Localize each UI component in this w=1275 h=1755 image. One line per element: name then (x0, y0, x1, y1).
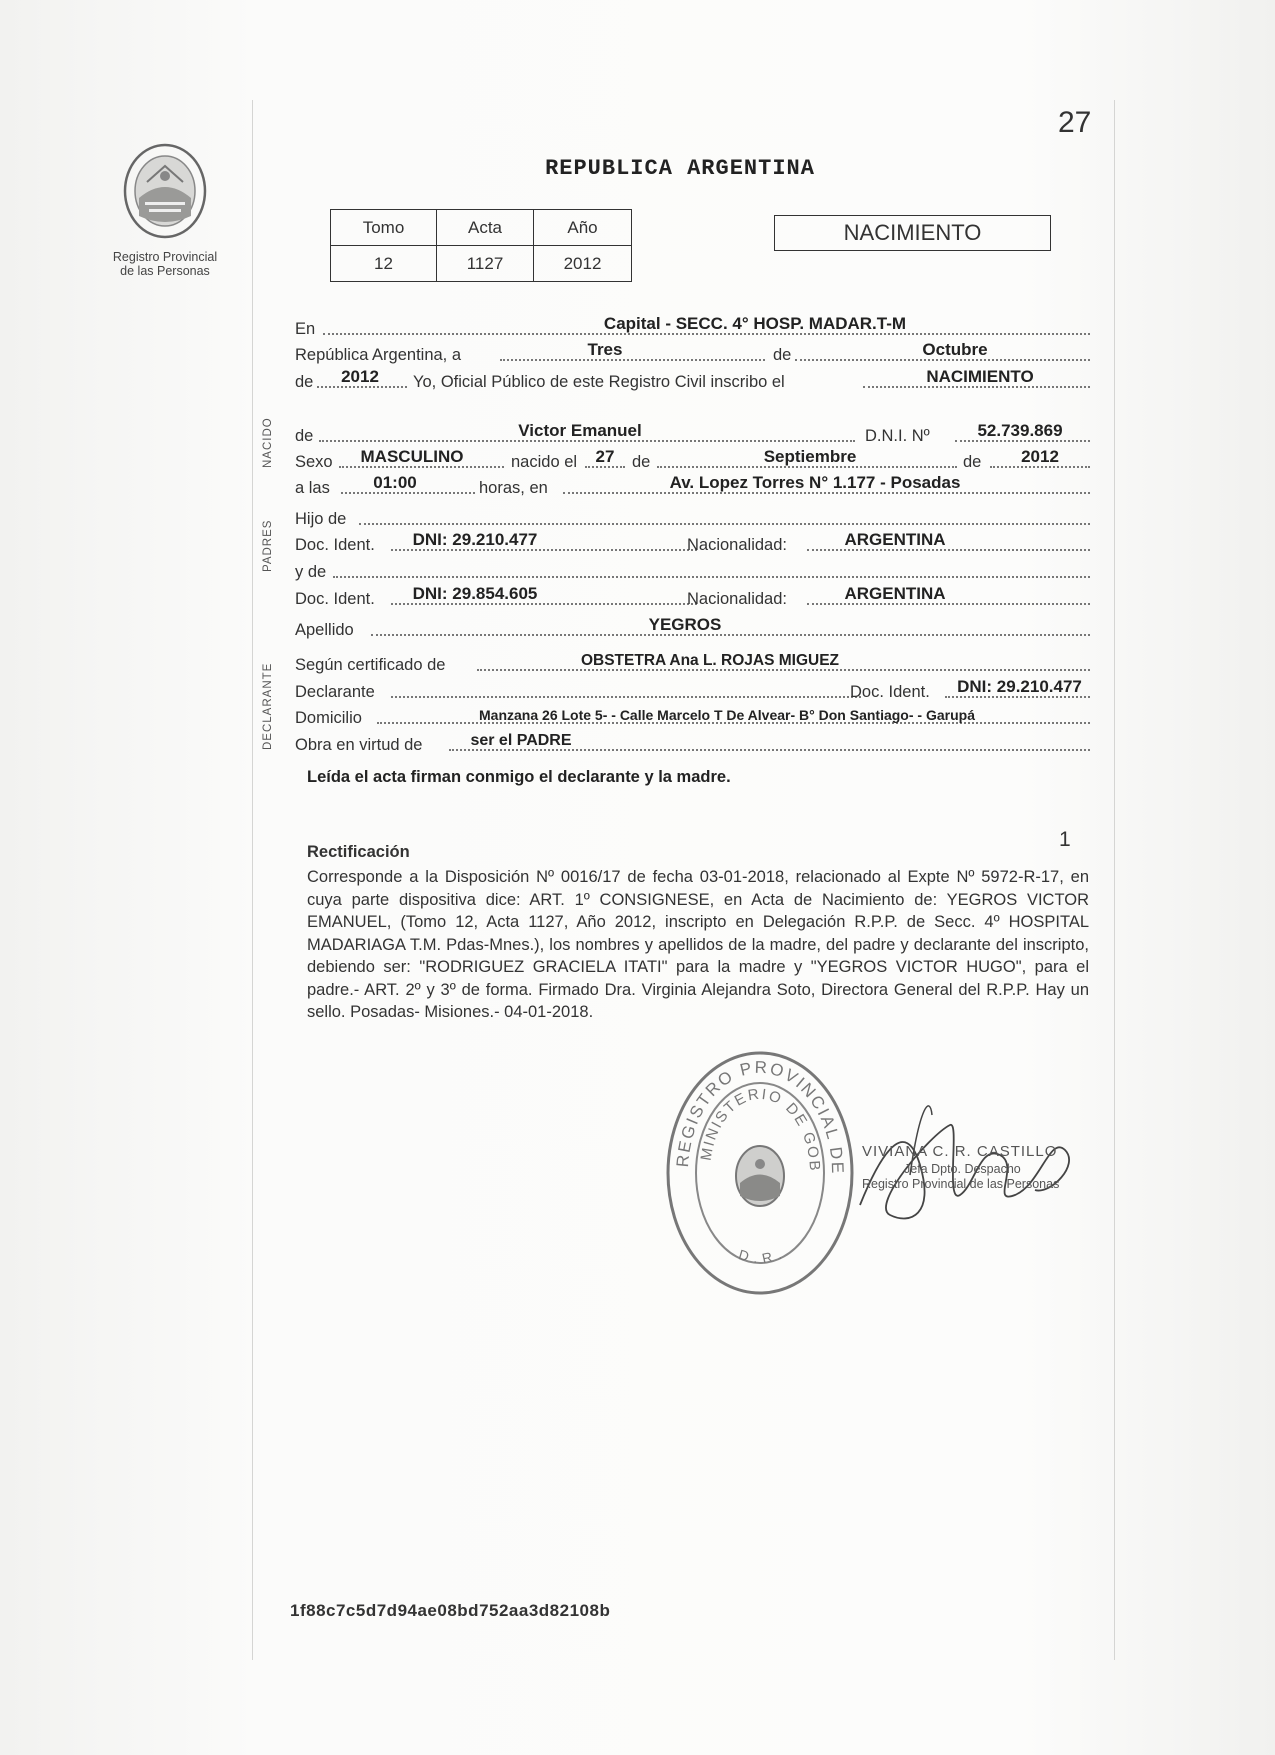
row-declarante (295, 678, 1095, 702)
header-anio: Año (534, 210, 632, 246)
value-dni: 52.739.869 (977, 421, 1063, 440)
value-obra: ser el PADRE (470, 732, 572, 749)
label-certificado: Según certificado de (295, 656, 446, 674)
row-domicilio (295, 704, 1095, 728)
rectificacion-number: 1 (1059, 828, 1071, 851)
side-label-nacido: NACIDO (262, 417, 274, 468)
label-de-name: de (295, 427, 314, 445)
value-year: 2012 (341, 367, 379, 386)
value-mother-nat: ARGENTINA (844, 584, 946, 603)
value-mother-doc: DNI: 29.854.605 (412, 584, 538, 603)
acta-table (330, 209, 632, 282)
label-declarante: Declarante (295, 683, 375, 701)
row-mother-doc (295, 585, 1095, 609)
value-place: Av. Lopez Torres N° 1.177 - Posadas (669, 473, 961, 492)
label-mother-nat: Nacionalidad: (687, 590, 787, 608)
stamp-inner-text: MINISTERIO DE GOB (697, 1085, 824, 1173)
rectificacion-body: Corresponde a la Disposición Nº 0016/17 de fecha 03-01-2018, relacionado al Expte Nº 5972-R-17, en cuya parte dispositiva dice: ART. 1º CONSIGNESE, en Acta de Nacimiento de: YEGROS VICTOR EMANUEL, (Tomo 12, Acta 1127, Año 2012, inscripto en Delegación R.P.P. de Secc. 4º HOSPITAL MADARIAGA T.M. Pdas-Mnes.), los nombres y apellidos de la madre, del padre y declarante del inscripto, debiendo ser: "RODRIGUEZ GRACIELA ITATI" para la madre y "YEGROS VICTOR HUGO", para el padre.- ART. 2º y 3º de forma. Firmado Dra. Virginia Alejandra Soto, Directora General del R.P.P. Hay un sello. Posadas- Misiones.- 04-01-2018. (307, 868, 1089, 1021)
row-sexo (295, 448, 1095, 472)
registry-logo (100, 136, 230, 278)
value-sexo: MASCULINO (360, 447, 464, 466)
row-republica (295, 341, 1095, 365)
acta-table-header (331, 210, 632, 246)
label-horas: horas, en (479, 479, 548, 497)
label-alas: a las (295, 479, 330, 497)
signer-office: Registro Provincial de las Personas (862, 1177, 1060, 1191)
label-domicilio: Domicilio (295, 709, 362, 727)
row-en (295, 315, 1095, 339)
value-birth-year: 2012 (1021, 447, 1059, 466)
misiones-emblem-icon (115, 136, 215, 244)
label-yde: y de (295, 563, 327, 581)
value-month: Octubre (922, 340, 988, 359)
header-acta: Acta (437, 210, 534, 246)
stamp-bottom-text: D.R. (736, 1243, 790, 1267)
value-anio: 2012 (534, 246, 632, 282)
value-day: Tres (587, 340, 623, 359)
side-label-declarante: DECLARANTE (262, 662, 274, 750)
label-de-birth-year: de (963, 453, 982, 471)
value-father-doc: DNI: 29.210.477 (412, 530, 538, 549)
row-year (295, 368, 1095, 392)
row-apellido (295, 616, 1095, 640)
value-declarante-doc: DNI: 29.210.477 (957, 677, 1082, 696)
closing-statement: Leída el acta firman conmigo el declarante y la madre. (307, 768, 731, 786)
header-tomo: Tomo (331, 210, 437, 246)
label-nacido: nacido el (511, 453, 578, 471)
value-inscribe: NACIMIENTO (926, 367, 1034, 386)
label-republica: República Argentina, a (295, 346, 462, 364)
page-number: 27 (1058, 106, 1092, 139)
label-dni: D.N.I. Nº (865, 427, 930, 445)
country-title: REPUBLICA ARGENTINA (545, 156, 815, 181)
label-en: En (295, 320, 316, 338)
row-obra (295, 731, 1095, 755)
row-hora (295, 474, 1095, 498)
label-declarante-doc: Doc. Ident. (850, 683, 930, 701)
left-margin-line (252, 100, 253, 1660)
label-de-month: de (773, 346, 792, 364)
label-apellido: Apellido (295, 621, 354, 639)
document-type-box: NACIMIENTO (774, 215, 1051, 251)
value-birth-day: 27 (595, 447, 615, 466)
value-time: 01:00 (373, 473, 417, 492)
label-mother-doc: Doc. Ident. (295, 590, 375, 608)
label-father-nat: Nacionalidad: (687, 536, 787, 554)
label-de-birth-month: de (632, 453, 651, 471)
document-hash: 1f88c7c5d7d94ae08bd752aa3d82108b (290, 1601, 611, 1620)
label-father-doc: Doc. Ident. (295, 536, 375, 554)
row-hijo (295, 505, 1095, 529)
logo-caption-line2: de las Personas (120, 264, 210, 278)
signature-block (862, 1143, 1059, 1191)
signer-role: Jefa Dpto. Despacho (904, 1162, 1021, 1176)
official-stamp-icon (660, 1048, 860, 1298)
value-en: Capital - SECC. 4° HOSP. MADAR.T-M (603, 314, 907, 333)
label-obra: Obra en virtud de (295, 736, 423, 754)
value-name: Victor Emanuel (518, 421, 642, 440)
row-yde (295, 558, 1095, 582)
value-father-nat: ARGENTINA (844, 530, 946, 549)
stamp-outer-text: REGISTRO PROVINCIAL DE (672, 1057, 848, 1176)
right-margin-line (1114, 100, 1115, 1660)
value-birth-month: Septiembre (763, 447, 857, 466)
value-domicilio: Manzana 26 Lote 5- - Calle Marcelo T De Alvear- B° Don Santiago- - Garupá (479, 707, 975, 723)
row-father-doc (295, 531, 1095, 555)
label-hijo: Hijo de (295, 510, 347, 528)
signer-name: VIVIANA C. R. CASTILLO (862, 1143, 1058, 1160)
value-tomo: 12 (331, 246, 437, 282)
label-sexo: Sexo (295, 453, 333, 471)
value-apellido: YEGROS (648, 615, 722, 634)
logo-caption-line1: Registro Provincial (112, 250, 218, 264)
value-certificado: OBSTETRA Ana L. ROJAS MIGUEZ (580, 652, 840, 669)
row-name (295, 422, 1095, 446)
label-oficial: Yo, Oficial Público de este Registro Civil inscribo el (413, 373, 785, 391)
side-label-padres: PADRES (262, 519, 274, 572)
svg-text:D.R. (737, 1244, 789, 1267)
value-acta: 1127 (437, 246, 534, 282)
row-certificado (295, 651, 1095, 675)
rectificacion-title: Rectificación (307, 843, 410, 861)
acta-table-values (331, 246, 632, 282)
label-de-year: de (295, 373, 314, 391)
official-stamp (660, 1048, 860, 1303)
